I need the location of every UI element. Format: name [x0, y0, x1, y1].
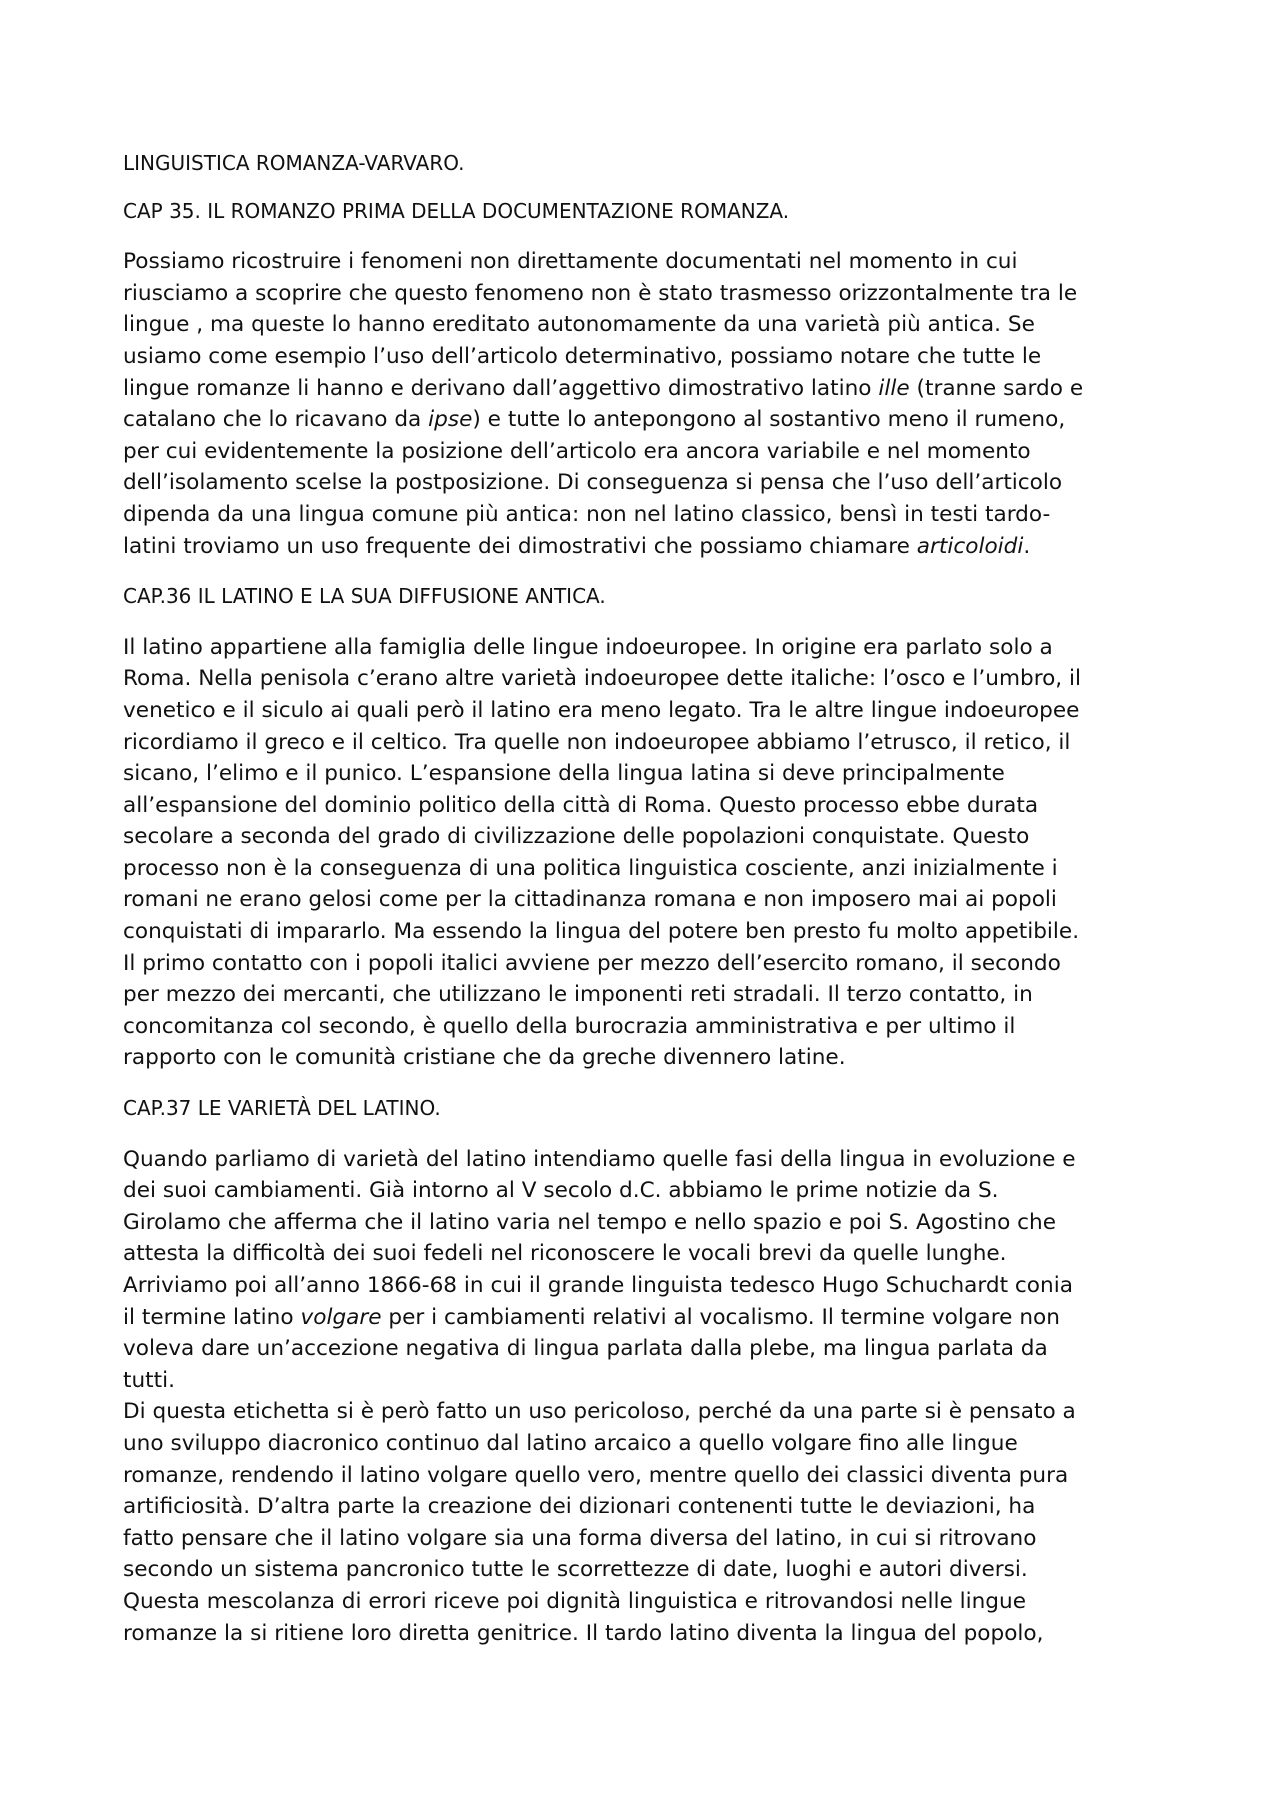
document-page: [123, 148, 1173, 1649]
text-line: dei suoi cambiamenti. Già intorno al V secolo d.C. abbiamo le prime notizie da S.: [123, 1178, 999, 1204]
text-line: usiamo come esempio l’uso dell’articolo determinativo, possiamo notare che tutte le: [123, 343, 1042, 369]
text-line: dipenda da una lingua comune più antica: non nel latino classico, bensì in testi tardo-: [123, 501, 1051, 527]
text-run: catalano che lo ricavano da: [123, 407, 429, 433]
text-line: Quando parliamo di varietà del latino intendiamo quelle fasi della lingua in evoluzione e: [123, 1146, 1076, 1172]
text-line: romani ne erano gelosi come per la cittadinanza romana e non imposero mai ai popoli: [123, 887, 1057, 913]
text-line: romanze, rendendo il latino volgare quello vero, mentre quello dei classici diventa pura: [123, 1462, 1069, 1488]
text-line: Possiamo ricostruire i fenomeni non direttamente documentati nel momento in cui: [123, 249, 1018, 275]
text-line: per mezzo dei mercanti, che utilizzano le imponenti reti stradali. Il terzo contatto, in: [123, 982, 1033, 1008]
text-line: Il latino appartiene alla famiglia delle lingue indoeuropee. In origine era parlato solo a: [123, 634, 1053, 660]
text-line: lingue , ma queste lo hanno ereditato autonomamente da una varietà più antica. Se: [123, 312, 1035, 338]
document-title: LINGUISTICA ROMANZA-VARVARO.: [123, 151, 465, 175]
chapter-36-heading: CAP.36 IL LATINO E LA SUA DIFFUSIONE ANTICA.: [123, 584, 606, 609]
text-line: [123, 1302, 1173, 1334]
text-line: [123, 531, 1173, 563]
text-run: latini troviamo un uso frequente dei dimostrativi che possiamo chiamare: [123, 533, 917, 559]
italic-term: volgare: [300, 1304, 382, 1330]
spacer: [123, 1125, 1173, 1144]
text-line: [123, 373, 1173, 405]
text-line: dell’isolamento scelse la postposizione. Di conseguenza si pensa che l’uso dell’articolo: [123, 470, 1063, 496]
chapter-37-paragraph: [123, 1144, 1173, 1650]
spacer: [123, 613, 1173, 632]
text-line: secondo un sistema pancronico tutte le scorrettezze di date, luoghi e autori diversi.: [123, 1557, 1028, 1583]
text-line: romanze la si ritiene loro diretta genitrice. Il tardo latino diventa la lingua del popolo,: [123, 1620, 1044, 1646]
text-line: rapporto con le comunità cristiane che da greche divennero latine.: [123, 1045, 846, 1071]
text-line: fatto pensare che il latino volgare sia una forma diversa del latino, in cui si ritrovano: [123, 1525, 1037, 1551]
text-line: processo non è la conseguenza di una politica linguistica cosciente, anzi inizialmente i: [123, 855, 1058, 881]
text-line: Girolamo che afferma che il latino varia nel tempo e nello spazio e poi S. Agostino che: [123, 1209, 1057, 1235]
text-run: il termine latino: [123, 1304, 301, 1330]
text-line: riusciamo a scoprire che questo fenomeno non è stato trasmesso orizzontalmente tra le: [123, 280, 1078, 306]
text-line: Di questa etichetta si è però fatto un uso pericoloso, perché da una parte si è pensato a: [123, 1399, 1076, 1425]
text-line: concomitanza col secondo, è quello della burocrazia amministrativa e per ultimo il: [123, 1013, 1016, 1039]
text-line: attesta la difficoltà dei suoi fedeli nel riconoscere le vocali brevi da quelle lunghe.: [123, 1241, 1007, 1267]
text-line: Roma. Nella penisola c’erano altre varietà indoeuropee dette italiche: l’osco e l’umbro, il: [123, 666, 1082, 692]
text-run: lingue romanze li hanno e derivano dall’aggettivo dimostrativo latino: [123, 375, 879, 401]
text-line: Il primo contatto con i popoli italici avviene per mezzo dell’esercito romano, il secondo: [123, 950, 1061, 976]
text-line: sicano, l’elimo e il punico. L’espansione della lingua latina si deve principalmente: [123, 761, 1005, 787]
text-run: per i cambiamenti relativi al vocalismo. Il termine volgare non: [381, 1304, 1060, 1330]
text-line: secolare a seconda del grado di civilizzazione delle popolazioni conquistate. Questo: [123, 824, 1030, 850]
text-line: voleva dare un’accezione negativa di lingua parlata dalla plebe, ma lingua parlata da: [123, 1336, 1048, 1362]
text-line: conquistati di impararlo. Ma essendo la lingua del potere ben presto fu molto appetibile.: [123, 919, 1080, 945]
text-line: tutti.: [123, 1367, 175, 1393]
text-line: per cui evidentemente la posizione dell’articolo era ancora variabile e nel momento: [123, 438, 1031, 464]
text-line: ricordiamo il greco e il celtico. Tra quelle non indoeuropee abbiamo l’etrusco, il retico, il: [123, 729, 1071, 755]
italic-term: ille: [878, 375, 910, 401]
text-run: ) e tutte lo antepongono al sostantivo meno il rumeno,: [472, 407, 1066, 433]
spacer: [123, 1074, 1173, 1093]
chapter-35-heading: CAP 35. IL ROMANZO PRIMA DELLA DOCUMENTAZIONE ROMANZA.: [123, 198, 790, 223]
text-line: [123, 404, 1173, 436]
text-line: uno sviluppo diacronico continuo dal latino arcaico a quello volgare fino alle lingue: [123, 1430, 1018, 1456]
text-line: all’espansione del dominio politico della città di Roma. Questo processo ebbe durata: [123, 792, 1039, 818]
chapter-36-paragraph: [123, 632, 1173, 1074]
text-line: venetico e il siculo ai quali però il latino era meno legato. Tra le altre lingue indoeuropee: [123, 697, 1080, 723]
text-line: Arriviamo poi all’anno 1866-68 in cui il grande linguista tedesco Hugo Schuchardt conia: [123, 1273, 1073, 1298]
text-run: .: [1023, 533, 1031, 559]
spacer: [123, 562, 1173, 581]
italic-term: ipse: [428, 407, 473, 433]
spacer: [123, 227, 1173, 246]
spacer: [123, 180, 1173, 196]
text-run: (tranne sardo e: [909, 375, 1084, 401]
chapter-35-paragraph: [123, 246, 1173, 562]
text-line: Questa mescolanza di errori riceve poi dignità linguistica e ritrovandosi nelle lingue: [123, 1588, 1026, 1614]
text-line: artificiosità. D’altra parte la creazione dei dizionari contenenti tutte le deviazioni, ha: [123, 1494, 1036, 1520]
italic-term: articoloidi: [916, 533, 1024, 559]
chapter-37-heading: CAP.37 LE VARIETÀ DEL LATINO.: [123, 1096, 441, 1121]
